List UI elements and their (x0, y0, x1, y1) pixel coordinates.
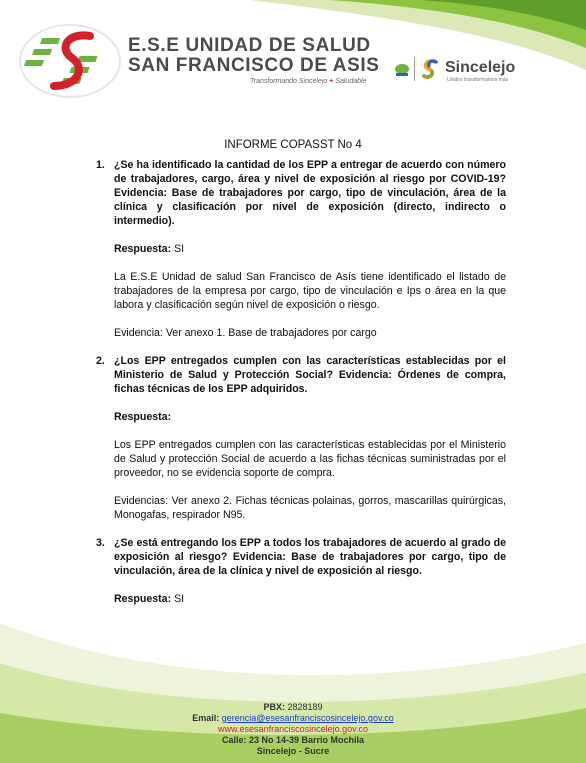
answer-value: SI (174, 243, 185, 255)
slogan-plus: + (329, 78, 334, 85)
question-item-2 (96, 354, 506, 522)
organization-name-line1: E.S.E UNIDAD DE SALUD (128, 35, 371, 56)
question-number: 3. (96, 537, 105, 549)
mini-badge-icon (393, 63, 411, 77)
answer-line (114, 242, 506, 256)
city-name: Sincelejo (445, 59, 516, 76)
footer-pbx (0, 702, 586, 713)
pbx-label: PBX: (263, 702, 285, 712)
answer-value: SI (174, 593, 185, 605)
header-divider (414, 57, 415, 81)
slogan-part1: Transformando Sincelejo (250, 78, 328, 85)
question-text: ¿Se ha identificado la cantidad de los EPP a entregar de acuerdo con número de trabajadores, cargo, área y nivel de exposición al riesgo por COVID-19? Evidencia: Base de trabajadores por cargo, tipo de vinculación, área de la clínica y clasificación por nivel de exposición (directo, indirecto o intermedio). (114, 159, 506, 227)
city-tagline: Unidos transformamos más (447, 77, 509, 83)
footer-contact (0, 702, 586, 757)
answer-label: Respuesta: (114, 411, 172, 423)
question-item-3 (96, 536, 506, 606)
report-title: INFORME COPASST No 4 (224, 139, 362, 151)
report-body (96, 158, 506, 606)
email-label: Email: (192, 713, 220, 723)
answer-paragraph: Los EPP entregados cumplen con las características establecidas por el Ministerio de Salud y protección Social de acuerdo a las fichas técnicas suministradas por el proveedor, no se evidencia soporte de compra. (114, 439, 506, 479)
evidence-paragraph: Evidencias: Ver anexo 2. Fichas técnicas polainas, gorros, mascarillas quirúrgicas, Monogafas, respirador N95. (114, 495, 506, 521)
answer-line (114, 410, 506, 424)
email-link[interactable]: gerencia@esesanfranciscosincelejo.gov.co (221, 713, 394, 723)
answer-paragraph: La E.S.E Unidad de salud San Francisco de Asís tiene identificado el listado de trabajadores de la empresa por cargo, tipo de vinculación e Ips o área en la que labora y clasificación según nivel de exposición o riesgo. (114, 271, 506, 311)
answer-label: Respuesta: (114, 243, 172, 255)
footer-address: Calle: 23 No 14-39 Barrio Mochila (221, 735, 365, 745)
question-number: 1. (96, 159, 105, 171)
question-text: ¿Los EPP entregados cumplen con las características establecidas por el Ministerio de Salud y Protección Social? Evidencia: Órdenes de compra, fichas técnicas de los EPP adquiridos. (114, 355, 506, 395)
answer-label: Respuesta: (114, 593, 172, 605)
sincelejo-logo-icon (420, 58, 442, 80)
evidence-paragraph: Evidencia: Ver anexo 1. Base de trabajadores por cargo (114, 327, 377, 339)
question-text: ¿Se está entregando los EPP a todos los trabajadores de acuerdo al grado de exposición al riesgo? Evidencia: Base de trabajadores por cargo, tipo de vinculación, área de la clínica y nivel de exposición al riesgo. (114, 537, 506, 577)
ese-logo-icon (18, 22, 122, 100)
question-item-1 (96, 158, 506, 340)
slogan (250, 78, 366, 85)
website-link[interactable]: www.esesanfranciscosincelejo.gov.co (218, 724, 368, 734)
slogan-part2: Saludable (335, 78, 367, 85)
pbx-value: 2828189 (287, 702, 323, 712)
footer-email (0, 713, 586, 724)
organization-name (128, 36, 380, 76)
question-number: 2. (96, 355, 105, 367)
footer-city: Sincelejo - Sucre (256, 746, 330, 756)
answer-line (114, 592, 506, 606)
organization-name-line2: SAN FRANCISCO DE ASIS (128, 55, 380, 76)
